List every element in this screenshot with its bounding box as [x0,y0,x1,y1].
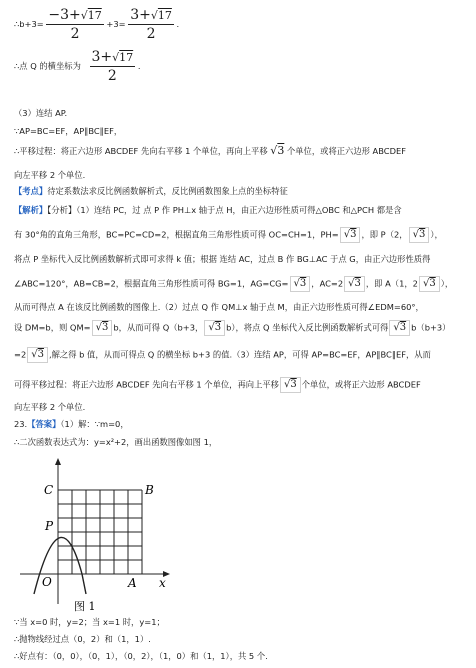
kaodian-tag: 【考点】 [14,186,48,196]
tail-line-1: ∵当 x=0 时，y=2；当 x=1 时，y=1； [14,617,165,627]
p3-line-a: （3）连结 AP. [14,108,68,118]
jiexi-line-6: 设 DM=b，则 QM= √3 b，从而可得 Q（b+3， √3 b），将点 Q 坐标代入反比例函数解析式可得 √3 b（b+3） [14,320,450,336]
figure-caption: 图 1 [74,600,96,613]
jiexi-line-4: ∠ABC=120°，AB=CB=2，根据直角三角形性质可得 BG=1，AG=CG= √3 ，AC=2 √3 ，即 A（1，2 √3 ）， [14,276,453,292]
jiexi-line-5: 从而可得点 A 在该反比例函数的图像上.（2）过点 Q 作 QM⊥x 轴于点 M，由正六边形性质可得∠EDM=60°， [14,302,424,312]
label-B: B [145,483,154,497]
label-O: O [42,575,52,589]
jiexi-tag: 【解析】 [14,205,48,215]
label-x: x [159,576,166,590]
fraction-2: $\frac{3+√17}{2}$ [130,7,172,42]
q23-answer-line: 23.【答案】（1）解：∵m=0， [14,419,129,429]
jiexi-line-3: 将点 P 坐标代入反比例函数解析式即可求得 k 值；根据 连结 AC，过点 B 作 BG⊥AC 于点 G，由正六边形性质得 [14,254,431,264]
fraction-1: $\frac{-3+√17}{2}$ [48,7,102,42]
fraction-3: $\frac{3+√17}{2}$ [91,49,134,84]
eq-line-2: ∴点 Q 的横坐标为 $\frac{3+√17}{2}$ . [14,49,141,84]
sqrt-3: √3 [270,144,285,157]
answer-tag: 【答案】 [27,419,61,429]
eq1-mid: +3= [106,19,126,29]
kaodian-line: 【考点】待定系数法求反比例函数解析式，反比例函数图象上点的坐标特征 [14,186,288,196]
p3-line-b: ∵AP=BC=EF，AP∥BC∥EF， [14,126,123,136]
label-A: A [128,576,137,590]
p3-line-d: 向左平移 2 个单位. [14,170,86,180]
figure-1-graph [14,454,184,614]
jiexi-line-1: 【解析】【分析】（1）连结 PC，过 点 P 作 PH⊥x 轴于点 H，由正六边形性质可得△OBC 和△PCH 都是含 [14,205,402,215]
p3-line-c: ∴平移过程：将正六边形 ABCDEF 先向右平移 1 个单位，再向上平移 √3 个单位，或将正六边形 ABCDEF [14,144,406,157]
label-C: C [44,483,54,497]
jiexi-line-9: 向左平移 2 个单位. [14,402,86,412]
jiexi-line-7: =2 √3 ,解之得 b 值，从而可得点 Q 的横坐标 b+3 的值.（3）连结 AP，可得 AP=BC=EF，AP∥BC∥EF，从而 [14,347,431,363]
jiexi-line-2: 有 30°角的直角三角形，BC=PC=CD=2，根据直角三角形性质可得 OC=CH=1，PH= √3 ，即 P（2， √3 ）， [14,227,443,243]
tail-line-2: ∴抛物线经过点（0，2）和（1，1）. [14,634,151,644]
tail-line-3: ∴好点有：（0，0），（0，1），（0，2），（1，0）和（1，1），共 5 个. [14,651,268,661]
q23-line-2: ∴二次函数表达式为：y=x²+2，画出函数图像如图 1， [14,437,218,447]
label-P: P [45,519,54,533]
jiexi-line-8: 可得平移过程：将正六边形 ABCDEF 先向右平移 1 个单位，再向上平移 √3 个单位，或将正六边形 ABCDEF [14,377,421,393]
eq1-prefix: ∴b+3= [14,19,44,29]
eq-line-1: ∴b+3= $\frac{-3+√17}{2}$ +3= $\frac{3+√17}{2}$ . [14,7,180,42]
radicand: 17 [87,9,102,22]
q-abscissa-label: ∴点 Q 的横坐标为 [14,61,81,71]
